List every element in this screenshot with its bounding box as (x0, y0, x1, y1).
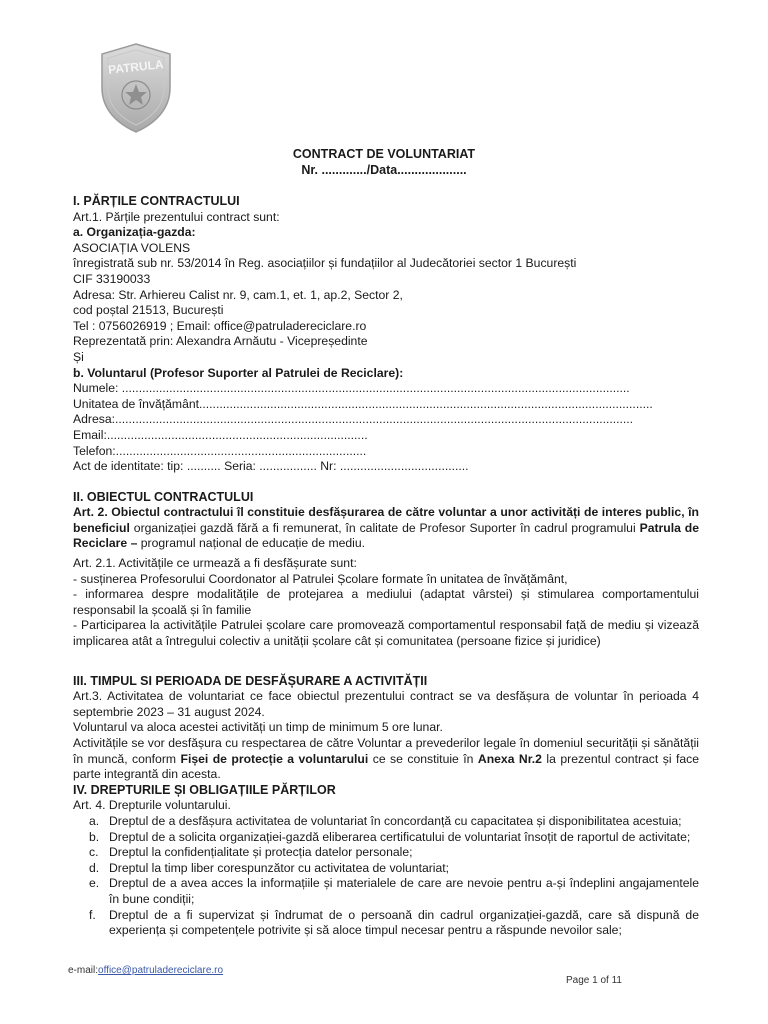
activity-item: - informarea despre modalitățile de protejarea a mediului (adaptat vârstei) și stimularea comportamentului responsabil la școală și în familie (73, 587, 699, 617)
article-2-1: Art. 2.1. Activitățile ce urmează a fi desfășurate sunt: (73, 556, 357, 571)
safety-text: Activitățile se vor desfășura cu respectarea de către Voluntar a prevederilor legale în domeniul securității și sănătății în muncă, conform (73, 736, 699, 766)
activity-item: - susținerea Profesorului Coordonator al Patrulei Școlare formate în unitatea de învățământ, (73, 571, 568, 586)
footer-email (68, 965, 223, 976)
footer-email-link[interactable]: office@patruladereciclare.ro (98, 965, 224, 976)
safety-text-mid: ce se constituie în (372, 751, 474, 766)
logo-text: PATRULA (107, 57, 165, 77)
volunteer-address-field: Adresa:......................................................................................................................................................... (73, 412, 634, 427)
volunteer-id-field: Act de identitate: tip: .......... Seria: ................. Nr: ...................................... (73, 459, 469, 474)
list-item: d. Dreptul la timp liber corespunzător cu activitatea de voluntariat; (89, 860, 450, 875)
org-line: Și (73, 349, 84, 364)
list-item: e. Dreptul de a avea acces la informațiile și materialele de care are nevoie pentru a-și îndeplini angajamentele în bune condiții; (89, 876, 699, 906)
org-line: înregistrată sub nr. 53/2014 în Reg. asociațiilor și fundațiilor al Judecătoriei sector 1 București (73, 256, 577, 271)
contract-number-date: Nr. ............./Data.................... (301, 163, 467, 177)
page-number: Page 1 of 11 (566, 975, 622, 986)
volunteer-name-field: Numele: ...................................................................................................................................................... (73, 381, 630, 396)
list-item: a. Dreptul de a desfășura activitatea de voluntariat în concordanță cu capacitatea și disponibilitatea acestuia; (89, 813, 682, 828)
safety-clause (73, 736, 699, 783)
article-2-text-end: programul național de educație de mediu. (140, 536, 366, 551)
article-3: Art.3. Activitatea de voluntariat ce face obiectul prezentului contract se va desfășura de voluntar în perioada 4 septembrie 2023 – 31 august 2024. (73, 689, 699, 719)
section-2-heading: II. OBIECTUL CONTRACTULUI (73, 489, 254, 504)
safety-text-end: la prezentul contract și face parte integrantă din acesta. (73, 751, 700, 782)
contract-title: CONTRACT DE VOLUNTARIAT (292, 147, 476, 161)
section-4-heading: IV. DREPTURILE ȘI OBLIGAȚIILE PĂRȚILOR (73, 782, 336, 797)
contract-body (73, 194, 699, 939)
safety-form-name: Fișei de protecție a voluntarului (180, 751, 369, 766)
volunteer-label: b. Voluntarul (Profesor Suporter al Patrulei de Reciclare): (73, 365, 404, 380)
article-1: Art.1. Părțile prezentului contract sunt: (73, 209, 280, 224)
article-2 (73, 505, 699, 552)
rights-list (73, 814, 699, 939)
article-2-bold: Art. 2. Obiectul contractului îl constituie desfășurarea de către voluntar a unor activități de interes public, în beneficiul (73, 505, 699, 535)
list-item: f. Dreptul de a fi supervizat și îndrumat de o persoană din cadrul organizației-gazdă, care să dispună de experiența și competențele potrivite și să aloce timpul necesar pentru a răspunde nevoilor sale; (89, 907, 699, 938)
org-line: Adresa: Str. Arhiereu Calist nr. 9, cam.1, et. 1, ap.2, Sector 2, (73, 287, 403, 302)
volunteer-email-field: Email:............................................................................. (73, 427, 368, 442)
activity-item: - Participarea la activitățile Patrulei școlare care promovează comportamentul responsabil față de mediu și vizează implicarea atât a întregului colectiv a unității școlare cât și comunitatea (persoane fizice și juridice) (73, 618, 699, 649)
volunteer-school-field: Unitatea de învățământ...................................................................................................................................... (73, 396, 653, 411)
annex-ref: Anexa Nr.2 (477, 751, 542, 766)
monthly-hours: Voluntarul va aloca acestei activități un timp de minimum 5 ore lunar. (73, 720, 443, 735)
host-organization-label: a. Organizația-gazda: (73, 225, 196, 240)
org-line: cod poștal 21513, București (73, 303, 224, 318)
org-line: Tel : 0756026919 ; Email: office@patruladereciclare.ro (73, 318, 367, 333)
section-1-heading: I. PĂRȚILE CONTRACTULUI (73, 194, 240, 208)
article-4: Art. 4. Drepturile voluntarului. (73, 798, 231, 813)
article-2-text: organizației gazdă fără a fi remunerat, în calitate de Profesor Suporter în cadrul programului (133, 520, 636, 535)
list-item: b. Dreptul de a solicita organizației-gazdă eliberarea certificatului de voluntariat însoțit de raportul de activitate; (89, 829, 691, 844)
list-item: c. Dreptul la confidențialitate și protecția datelor personale; (89, 845, 413, 860)
patrula-shield-logo (96, 40, 176, 136)
footer-email-label: e-mail: (68, 965, 99, 976)
section-3-heading: III. TIMPUL SI PERIOADA DE DESFĂȘURARE A ACTIVITĂȚII (73, 673, 428, 688)
org-line: CIF 33190033 (73, 271, 151, 286)
org-line: ASOCIAȚIA VOLENS (73, 240, 191, 255)
program-name: Patrula de Reciclare – (73, 520, 699, 551)
volunteer-phone-field: Telefon:.......................................................................... (73, 443, 367, 458)
org-line: Reprezentată prin: Alexandra Arnăutu - Vicepreședinte (73, 334, 368, 349)
